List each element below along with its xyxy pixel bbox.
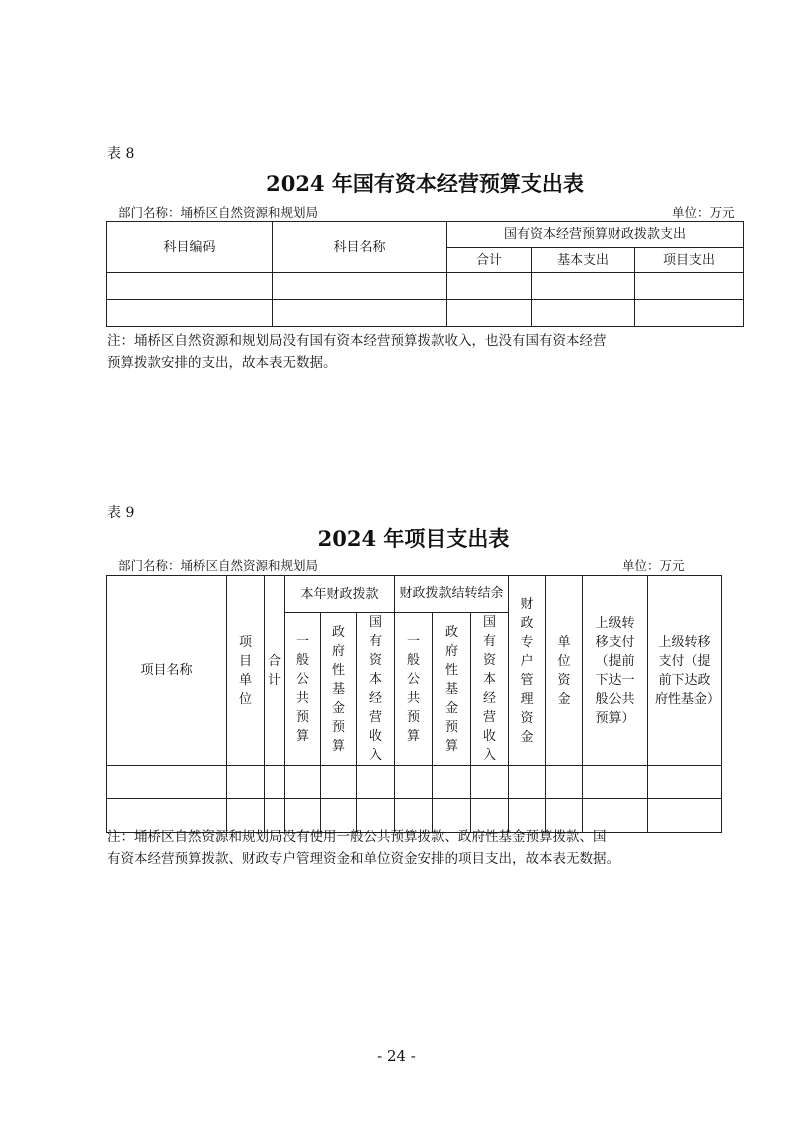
table9-dept: 部门名称：埇桥区自然资源和规划局	[118, 558, 319, 573]
table-row	[107, 273, 744, 300]
header-project-expense: 项目支出	[635, 248, 744, 273]
table9-note-line2: 有资本经营预算拨款、财政专户管理资金和单位资金安排的项目支出，故本表无数据。	[107, 851, 620, 867]
header-total: 合计	[447, 248, 532, 273]
header-current-year-allocation: 本年财政拨款	[285, 576, 395, 613]
header-transfer-fund: 上级转移支付（提前下达政府性基金）	[648, 576, 722, 766]
header-project-unit: 项目单位	[227, 576, 265, 766]
table8-note-line2: 预算拨款安排的支出，故本表无数据。	[107, 355, 337, 371]
header-unit-fund: 单位资金	[546, 576, 583, 766]
header-project-name: 项目名称	[107, 576, 227, 766]
header-subject-code: 科目编码	[107, 222, 273, 273]
table9-title: 2024 年项目支出表	[317, 526, 510, 551]
header-carryover: 财政拨款结转结余	[395, 576, 509, 613]
table8	[106, 221, 744, 327]
table8-unit: 单位：万元	[672, 205, 735, 220]
header-special-account-fund: 财政专户管理资金	[509, 576, 546, 766]
table9-note-line1: 注：埇桥区自然资源和规划局没有使用一般公共预算拨款、政府性基金预算拨款、国	[107, 829, 607, 845]
table9	[106, 575, 722, 833]
table9-number: 表 9	[107, 505, 135, 521]
table8-title: 2024 年国有资本经营预算支出表	[266, 171, 584, 196]
table8-number: 表 8	[107, 146, 135, 162]
table8-dept: 部门名称：埇桥区自然资源和规划局	[118, 205, 319, 220]
header-co-fund: 政府性基金预算	[433, 613, 471, 766]
table9-unit: 单位：万元	[622, 558, 685, 573]
header-co-general: 一般公共预算	[395, 613, 433, 766]
header-total: 合计	[265, 576, 285, 766]
header-co-state-capital: 国有资本经营收入	[471, 613, 509, 766]
page-number: - 24 -	[377, 1047, 416, 1065]
header-basic-expense: 基本支出	[532, 248, 635, 273]
table-row	[107, 300, 744, 327]
header-state-capital-group: 国有资本经营预算财政拨款支出	[447, 222, 744, 248]
table-row	[107, 766, 722, 799]
header-cy-state-capital: 国有资本经营收入	[357, 613, 395, 766]
table8-note-line1: 注：埇桥区自然资源和规划局没有国有资本经营预算拨款收入，也没有国有资本经营	[107, 333, 607, 349]
header-transfer-general: 上级转移支付（提前下达一般公共预算）	[583, 576, 648, 766]
header-subject-name: 科目名称	[273, 222, 447, 273]
header-cy-fund: 政府性基金预算	[321, 613, 357, 766]
header-cy-general: 一般公共预算	[285, 613, 321, 766]
